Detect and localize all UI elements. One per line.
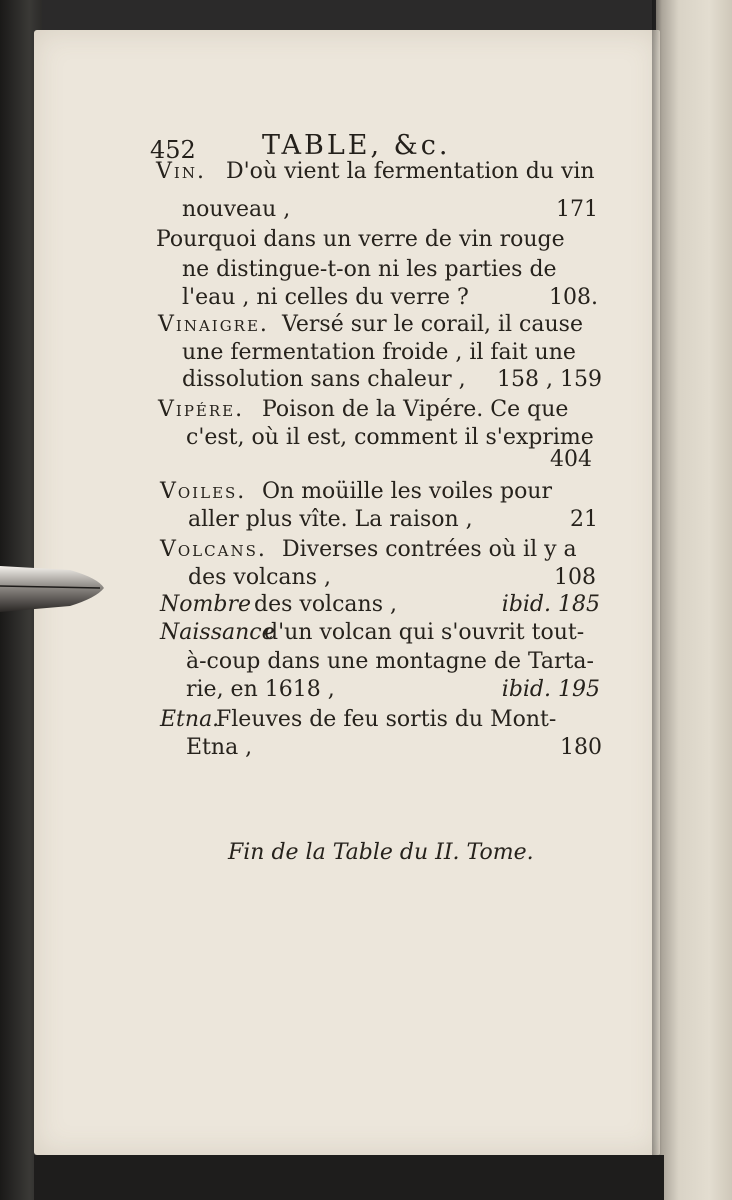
entry-headword: Naissance [160, 620, 275, 645]
entry-page-ref: 180 [560, 735, 602, 760]
index-line [0, 728, 732, 768]
entry-text: Pourquoi dans un verre de vin rouge [156, 227, 565, 252]
entry-text: Poison de la Vipére. Ce que [262, 397, 569, 422]
index-line [0, 152, 732, 192]
entry-page-ref: 21 [570, 507, 598, 532]
entry-headword: Etna. [160, 707, 220, 732]
entry-text: dissolution sans chaleur , [182, 367, 466, 392]
page-pointer-icon [0, 558, 110, 620]
entry-text: rie, en 1618 , [186, 677, 335, 702]
entry-page-ref: 108 [554, 565, 596, 590]
page-number: 452 [150, 136, 196, 164]
entry-headword: Volcans. [160, 537, 267, 562]
colophon: Fin de la Table du II. Tome. [228, 840, 534, 865]
entry-page-ref: ibid. 195 [501, 677, 600, 702]
entry-text: ne distingue-t-on ni les parties de [182, 257, 557, 282]
entry-headword: Vipére. [158, 397, 245, 422]
entry-page-ref: 108. [549, 285, 598, 310]
entry-text: Fleuves de feu sortis du Mont- [216, 707, 557, 732]
entry-headword: Vin. [156, 159, 206, 184]
entry-text: c'est, où il est, comment il s'exprime [186, 425, 594, 450]
running-title: TABLE, &c. [262, 130, 451, 161]
entry-text: D'où vient la fermentation du vin [226, 159, 595, 184]
entry-text: des volcans , [188, 565, 331, 590]
entry-headword: Nombre [160, 592, 251, 617]
entry-page-ref: 158 , 159 [497, 367, 602, 392]
entry-text: d'un volcan qui s'ouvrit tout- [264, 620, 585, 645]
entry-text: à-coup dans une montagne de Tarta- [186, 649, 594, 674]
entry-text: aller plus vîte. La raison , [188, 507, 473, 532]
entry-text: des volcans , [254, 592, 397, 617]
entry-page-ref: 404 [550, 447, 592, 472]
entry-text: Etna , [186, 735, 253, 760]
entry-page-ref: 171 [556, 197, 598, 222]
entry-text: l'eau , ni celles du verre ? [182, 285, 469, 310]
entry-text: Versé sur le corail, il cause [282, 312, 583, 337]
entry-text: Diverses contrées où il y a [282, 537, 577, 562]
entry-text: une fermentation froide , il fait une [182, 340, 576, 365]
entry-text: nouveau , [182, 197, 291, 222]
background-strip [34, 1155, 664, 1200]
entry-headword: Voiles. [160, 479, 247, 504]
entry-page-ref: ibid. 185 [501, 592, 600, 617]
entry-headword: Vinaigre. [158, 312, 269, 337]
entry-text: On moüille les voiles pour [262, 479, 552, 504]
